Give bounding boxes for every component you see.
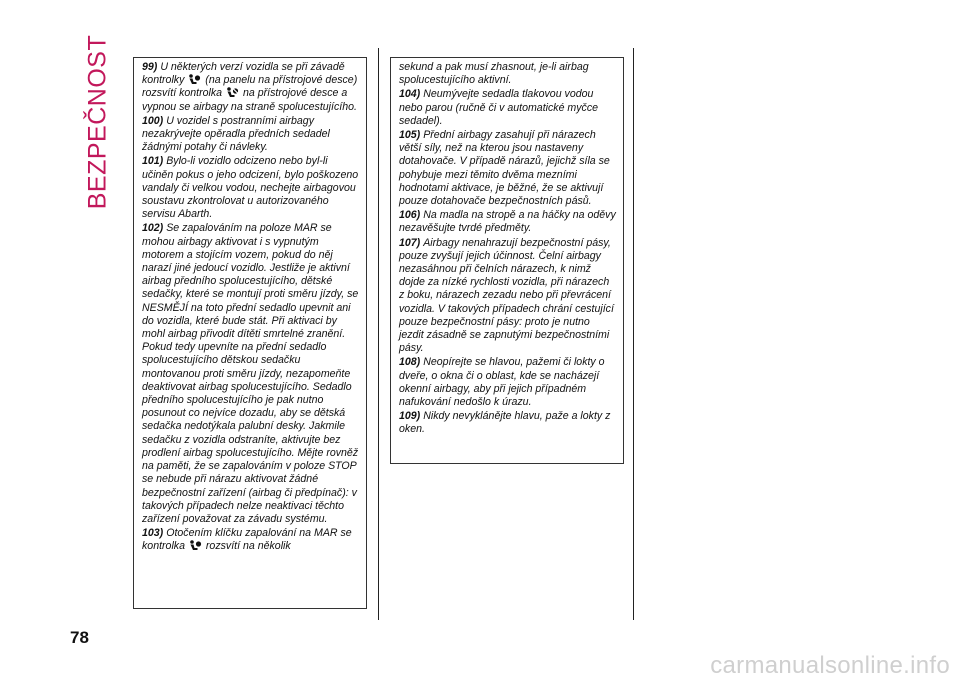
- watermark: carmanualsonline.info: [710, 652, 950, 679]
- column-divider: [633, 48, 634, 620]
- warning-number: 101): [142, 155, 164, 168]
- warning-text: Se zapalováním na poloze MAR se mohou airbagy aktivovat i s vypnutým motorem a stojícím vozem, pokud do něj narazí jiné jedoucí vozidlo. Jestliže je aktivní airbag předního spolucestujícího, dětské sedačky, které se montují proti směru jízdy, se NESMĚJÍ na toto přední sedadlo upevnit ani do vozidla, které bude stát. Při aktivaci by mohl airbag přivodit dítěti smrtelné zranění. Pokud tedy upevníte na přední sedadlo spolucestujícího dětskou sedačku montovanou proti směru jízdy, nezapomeňte deaktivovat airbag spolucestujícího. Sedadlo předního spolucestujícího je pak nutno posunout co nejvíce dozadu, aby se dětská sedačka nedotýkala palubní desky. Jakmile sedačku z vozidla odstraníte, aktivujte bez prodlení airbag spolucestujícího. Mějte rovněž na paměti, že se zapalováním v poloze STOP se nebude při nárazu aktivovat žádné bezpečnostní zařízení (airbag či předpínač): v takových případech nelze neaktivaci těchto zařízení považovat za závadu systému.: [142, 222, 359, 525]
- warning-text: U některých verzí vozidla se při závadě kontrolky: [142, 61, 345, 87]
- warnings-column-1: [133, 57, 367, 609]
- warning-text: Neopírejte se hlavou, pažemi či lokty o dveře, o okna či o oblast, kde se nacházejí okenní airbagy, aby při jejich případném nafukování nedošlo k úrazu.: [399, 356, 605, 409]
- warning-text: Nikdy nevyklánějte hlavu, paže a lokty z oken.: [399, 410, 611, 436]
- warning-item: [399, 129, 617, 208]
- warning-item: [399, 237, 617, 356]
- warning-text: Otočením klíčku zapalování na MAR se kontrolka: [142, 527, 352, 553]
- warning-item: [399, 410, 617, 436]
- warning-text: na přístrojové desce a vypnou se airbagy na straně spolucestujícího.: [142, 87, 357, 113]
- warning-item: [142, 61, 360, 114]
- warning-item: [399, 88, 617, 128]
- warning-number: 106): [399, 209, 421, 222]
- column-divider: [378, 48, 379, 620]
- warning-text: Airbagy nenahrazují bezpečnostní pásy, pouze zvyšují jejich účinnost. Čelní airbagy nezasáhnou při čelních nárazech, k nimž dojde za nízké rychlosti vozidla, při nárazech z boku, nárazech zezadu nebo při převrácení vozidla. V takových případech chrání cestující pouze bezpečnostní pásy: proto je nutno jezdit zásadně se zapnutými bezpečnostními pásy.: [399, 236, 614, 355]
- warning-item: [142, 115, 360, 155]
- warning-text: rozsvítí na několik: [205, 540, 291, 553]
- warning-text: Neumývejte sedadla tlakovou vodou nebo parou (ručně či v automatické myčce sedadel).: [399, 88, 599, 127]
- warning-item: [399, 356, 617, 409]
- warning-text: U vozidel s postranními airbagy nezakrývejte opěradla předních sedadel žádnými potahy či návleky.: [142, 114, 330, 154]
- warning-number: 109): [399, 410, 421, 423]
- section-title: [82, 34, 114, 210]
- warning-number: 105): [399, 129, 421, 142]
- warning-number: 104): [399, 88, 421, 101]
- warning-item: [399, 209, 617, 235]
- warning-item: [399, 61, 617, 87]
- airbag-passenger-icon: [188, 74, 201, 85]
- warning-number: 100): [142, 114, 164, 127]
- warning-item: [142, 222, 360, 526]
- warning-number: 107): [399, 236, 421, 249]
- warning-text: sekund a pak musí zhasnout, je-li airbag spolucestujícího aktivní.: [399, 61, 589, 87]
- warning-number: 102): [142, 222, 164, 235]
- airbag-off-icon: [226, 87, 239, 98]
- warning-text: Přední airbagy zasahují při nárazech větší síly, než na kterou jsou nastaveny dotahovače. V případě nárazů, jejichž síla se pohybuje mezi těmito dvěma mezními hodnotami aktivace, je běžné, že se aktivují pouze dotahovače bezpečnostních pásů.: [399, 129, 610, 208]
- warning-item: [142, 527, 360, 553]
- warning-text: Na madla na stropě a na háčky na oděvy nezavěšujte tvrdé předměty.: [399, 209, 616, 235]
- warning-number: 108): [399, 356, 421, 369]
- warning-item: [142, 155, 360, 221]
- warning-number: 103): [142, 527, 164, 540]
- section-title-text: BEZPEČNOST: [83, 34, 112, 210]
- warnings-column-2: [390, 57, 624, 464]
- airbag-passenger-icon: [189, 540, 202, 551]
- warning-text: Bylo-li vozidlo odcizeno nebo byl-li učiněn pokus o jeho odcizení, bylo poškozeno vandaly či velkou vodou, nechejte airbagovou soustavu zkontrolovat u autorizovaného servisu Abarth.: [142, 155, 359, 221]
- warning-number: 99): [142, 61, 158, 73]
- page-number: 78: [70, 628, 89, 647]
- warning-text: (na panelu na přístrojové desce) rozsvítí kontrolka: [142, 74, 358, 100]
